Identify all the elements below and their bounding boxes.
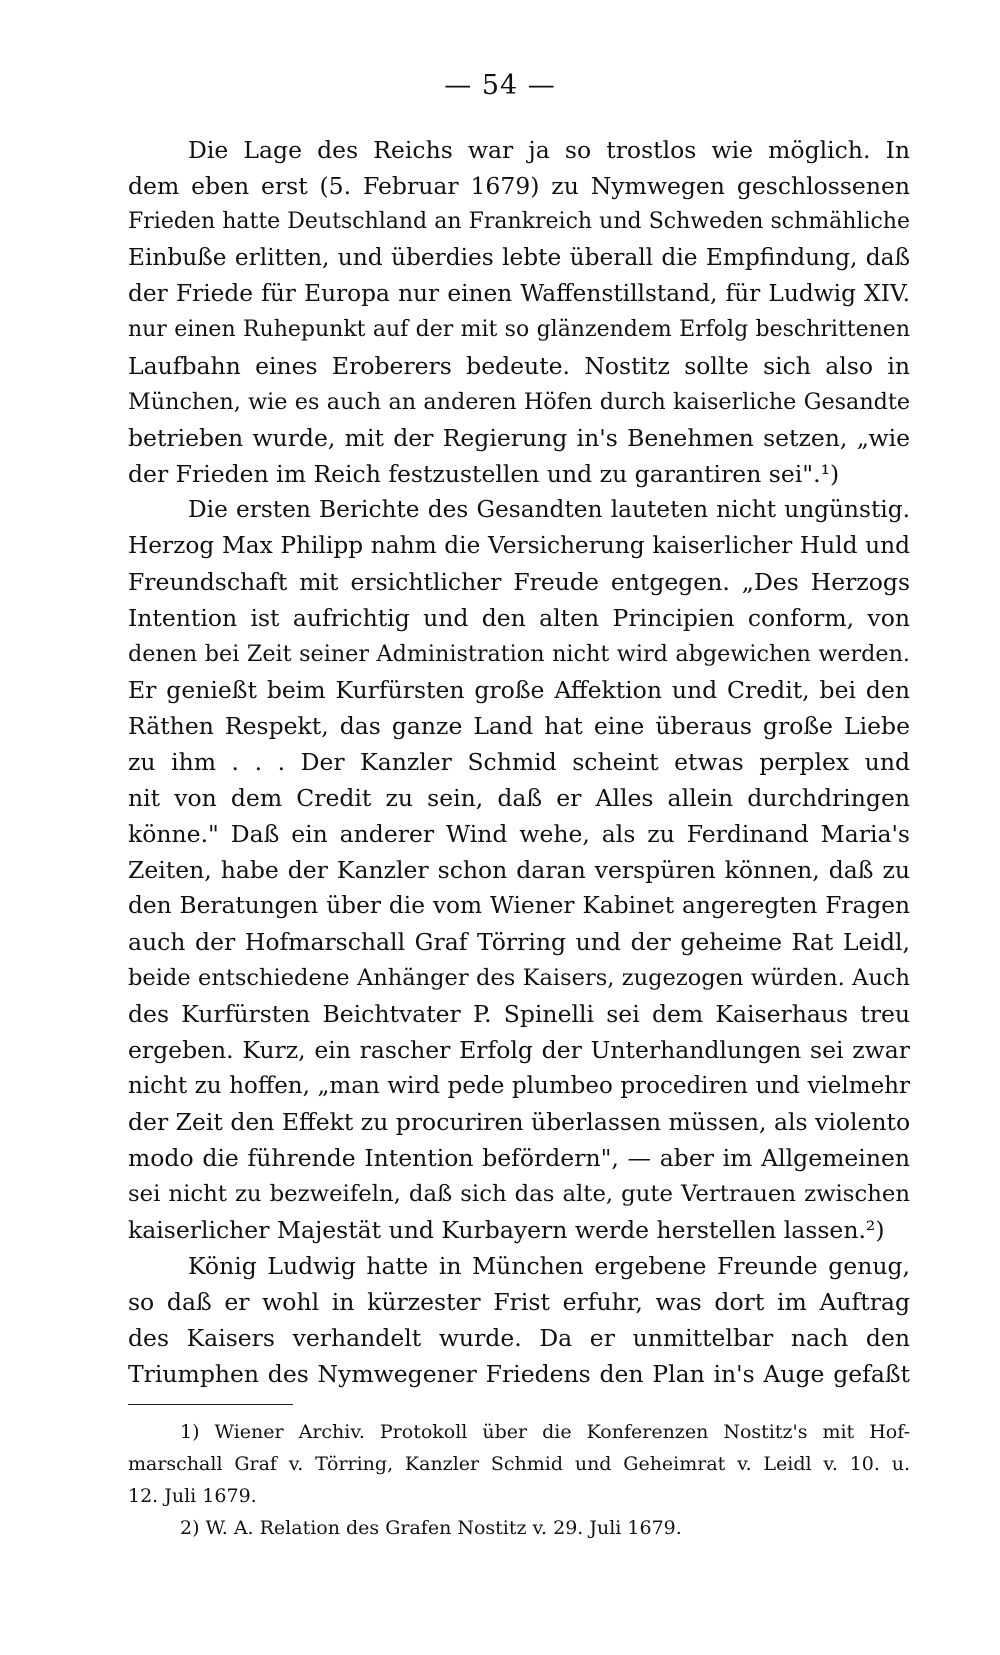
text-line: Die ersten Berichte des Gesandten lauteten nicht ungünstig.: [188, 496, 910, 523]
text-line: Freundschaft mit ersichtlicher Freude entgegen. „Des Herzogs: [128, 568, 910, 596]
text-line: Zeiten, habe der Kanzler schon daran verspüren können, daß zu: [128, 856, 910, 884]
footnote-line: 2) W. A. Relation des Grafen Nostitz v. 29. Juli 1679.: [180, 1517, 682, 1539]
text-line: der Frieden im Reich festzustellen und zu garantiren sei".¹): [128, 460, 840, 488]
footnote-line: 12. Juli 1679.: [128, 1485, 257, 1507]
text-line: Frieden hatte Deutschland an Frankreich und Schweden schmähliche: [128, 209, 910, 234]
text-line: der Friede für Europa nur einen Waffenstillstand, für Ludwig XIV.: [128, 280, 910, 307]
text-line: beide entschiedene Anhänger des Kaisers, zugezogen würden. Auch: [128, 965, 910, 991]
footnote-divider: [128, 1404, 293, 1405]
text-line: nit von dem Credit zu sein, daß er Alles allein durchdringen: [128, 784, 910, 812]
text-line: Räthen Respekt, das ganze Land hat eine überaus große Liebe: [128, 712, 910, 740]
text-line: Laufbahn eines Eroberers bedeute. Nostitz sollte sich also in: [128, 352, 910, 380]
text-line: ergeben. Kurz, ein rascher Erfolg der Unterhandlungen sei zwar: [128, 1036, 910, 1064]
text-line: Einbuße erlitten, und überdies lebte überall die Empfindung, daß: [128, 244, 910, 271]
text-line: dem eben erst (5. Februar 1679) zu Nymwegen geschlossenen: [128, 172, 910, 200]
text-line: König Ludwig hatte in München ergebene Freunde genug,: [188, 1252, 910, 1280]
text-line: München, wie es auch an anderen Höfen durch kaiserliche Gesandte: [128, 389, 910, 415]
footnotes: [128, 1416, 910, 1544]
text-line: des Kaisers verhandelt wurde. Da er unmittelbar nach den: [128, 1324, 910, 1352]
page-number: — 54 —: [444, 70, 556, 101]
text-line: nicht zu hoffen, „man wird pede plumbeo procediren und vielmehr: [128, 1073, 910, 1099]
text-line: betrieben wurde, mit der Regierung in's Benehmen setzen, „wie: [128, 424, 910, 452]
text-line: auch der Hofmarschall Graf Törring und der geheime Rat Leidl,: [128, 928, 910, 956]
text-line: den Beratungen über die vom Wiener Kabinet angeregten Fragen: [128, 892, 910, 919]
text-line: so daß er wohl in kürzester Frist erfuhr, was dort im Auftrag: [128, 1288, 910, 1316]
footnote-line: 1) Wiener Archiv. Protokoll über die Konferenzen Nostitz's mit Hof-: [180, 1421, 910, 1443]
text-line: Intention ist aufrichtig und den alten Principien conform, von: [128, 604, 910, 632]
text-line: Er genießt beim Kurfürsten große Affektion und Credit, bei den: [128, 676, 910, 704]
text-line: des Kurfürsten Beichtvater P. Spinelli sei dem Kaiserhaus treu: [128, 1000, 910, 1028]
footnote-line: marschall Graf v. Törring, Kanzler Schmid und Geheimrat v. Leidl v. 10. u.: [128, 1453, 910, 1475]
text-line: könne." Daß ein anderer Wind wehe, als zu Ferdinand Maria's: [128, 820, 910, 848]
text-line: Triumphen des Nymwegener Friedens den Plan in's Auge gefaßt: [128, 1360, 910, 1388]
body-text: [128, 132, 910, 1392]
text-line: modo die führende Intention befördern", — aber im Allgemeinen: [128, 1144, 910, 1172]
text-line: sei nicht zu bezweifeln, daß sich das alte, gute Vertrauen zwischen: [128, 1181, 910, 1207]
text-line: nur einen Ruhepunkt auf der mit so glänzendem Erfolg beschrittenen: [128, 317, 910, 342]
text-line: denen bei Zeit seiner Administration nicht wird abgewichen werden.: [128, 641, 910, 667]
text-line: zu ihm . . . Der Kanzler Schmid scheint etwas perplex und: [128, 748, 910, 776]
text-line: Die Lage des Reichs war ja so trostlos wie möglich. In: [188, 136, 910, 164]
text-line: der Zeit den Effekt zu procuriren überlassen müssen, als violento: [128, 1108, 911, 1136]
text-line: Herzog Max Philipp nahm die Versicherung kaiserlicher Huld und: [128, 532, 910, 559]
text-line: kaiserlicher Majestät und Kurbayern werde herstellen lassen.²): [128, 1216, 885, 1244]
